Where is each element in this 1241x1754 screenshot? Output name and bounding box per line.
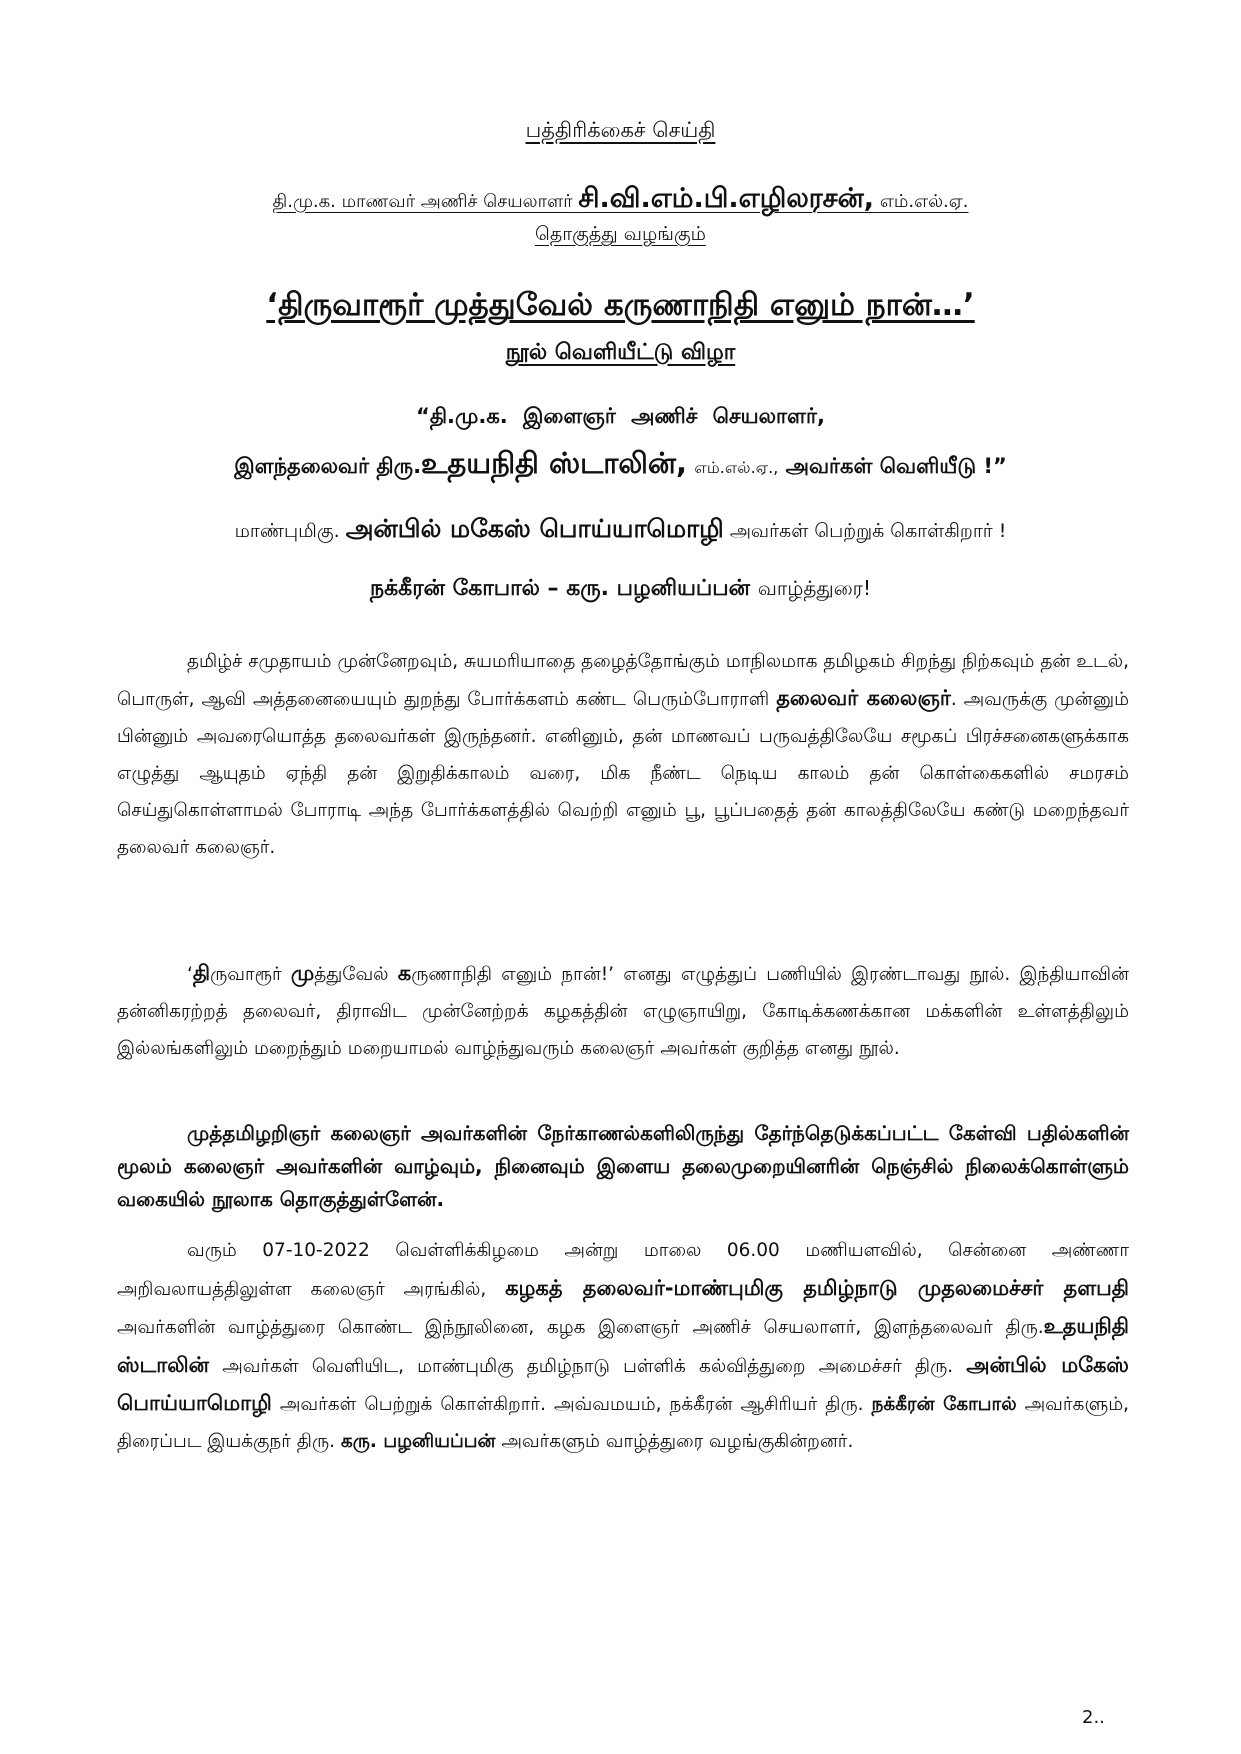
paragraph-2 xyxy=(117,955,1129,1067)
para4-bold-h: நக்கீரன் கோபால் xyxy=(871,1394,1017,1415)
para2-bold-5: க xyxy=(397,961,412,985)
release-prefix: இளந்தலைவர் திரு. xyxy=(234,454,422,478)
release-quote-line-1: “தி.மு.க. இளைஞர் அணிச் செயலாளர், xyxy=(416,404,825,428)
receive-name: அன்பில் மகேஸ் பொய்யாமொழி xyxy=(345,514,724,543)
para2-text-4: த்துவேல் xyxy=(314,964,389,985)
receive-prefix: மாண்புமிகு. xyxy=(234,520,340,542)
organizer-name: சி.வி.எம்.பி.எழிலரசன், xyxy=(578,183,875,214)
release-title: எம்.எல்.ஏ., xyxy=(694,458,779,477)
book-subtitle: நூல் வெளியீட்டு விழா xyxy=(505,340,736,365)
organizer-line-2: தொகுத்து வழங்கும் xyxy=(535,223,706,245)
para1-text-c: . அவருக்கு முன்னும் பின்னும் அவரையொத்த தலைவர்கள் இருந்தனர். எனினும், தன் மாணவப் பருவத்திலேயே சமூகப் பிரச்சனைகளுக்காக எழுத்து ஆயுதம் ஏந்தி தன் இறுதிக்காலம் வரை, மிக நீண்ட நெடிய காலம் தன் கொள்கைகளில் சமரசம் செய்துகொள்ளாமல் போராடி அந்த போர்க்களத்தில் வெற்றி எனும் பூ, பூப்பதைத் தன் காலத்திலேயே கண்டு மறைந்தவர் தலைவர் கலைஞர். xyxy=(117,689,1129,858)
para1-bold: தலைவர் கலைஞர் xyxy=(776,686,951,710)
release-quote-line-2 xyxy=(110,446,1131,484)
release-suffix: அவர்கள் வெளியீடு !” xyxy=(785,454,1007,478)
para1-text-a: தமிழ்ச் சமுதாயம் முன்னேறவும், சுயமரியாதை தழைத்தோங்கும் மாநிலமாக தமிழகம் சிறந்து நிற்கவும் தன் உடல், பொருள், ஆவி அத்தனையையும் துறந்து போர்க்களம் கண்ட பெரும்போராளி xyxy=(117,651,1129,710)
para4-text-g: அவர்கள் பெற்றுக் கொள்கிறார். அவ்வமயம், நக்கீரன் ஆசிரியர் திரு. xyxy=(279,1394,864,1415)
para2-bold-3: மு xyxy=(290,961,315,985)
para2-text-6: ருணாநிதி எனும் நான்!’ எனது எழுத்துப் பணியில் இரண்டாவது நூல். இந்தியாவின் தன்னிகரற்றத் தலைவர், திராவிட முன்னேற்றக் கழகத்தின் எழுஞாயிறு, கோடிக்கணக்கான மக்களின் உள்ளத்திலும் இல்லங்களிலும் மறைந்தும் மறையாமல் வாழ்ந்துவரும் கலைஞர் அவர்கள் குறித்த எனது நூல். xyxy=(117,964,1129,1059)
para2-text-2: ருவாரூர் xyxy=(210,964,282,985)
para4-bold-b: கழகத் தலைவர்-மாண்புமிகு தமிழ்நாடு முதலமைச்சர் தளபதி xyxy=(505,1275,1129,1300)
paragraph-3: முத்தமிழறிஞர் கலைஞர் அவர்களின் நேர்காணல்களிலிருந்து தேர்ந்தெடுக்கப்பட்ட கேள்வி பதில்களின் மூலம் கலைஞர் அவர்களின் வாழ்வும், நினைவும் இளைய தலைமுறையினரின் நெஞ்சில் நிலைக்கொள்ளும் வகையில் நூலாக தொகுத்துள்ளேன். xyxy=(117,1121,1129,1211)
paragraph-4 xyxy=(117,1233,1129,1460)
release-comma: , xyxy=(676,446,688,480)
para4-text-i: அவர்களும், திரைப்பட இயக்குநர் திரு. xyxy=(117,1394,1129,1452)
receive-suffix: அவர்கள் பெற்றுக் கொள்கிறார் ! xyxy=(729,520,1007,542)
para4-text-a: வரும் 07-10-2022 வெள்ளிக்கிழமை அன்று மாலை 06.00 மணியளவில், சென்னை அண்ணா அறிவலாயத்திலுள்ள கலைஞர் அரங்கில், xyxy=(117,1240,1129,1300)
para4-bold-f: அன்பில் மகேஸ் பொய்யாமொழி xyxy=(117,1352,1129,1415)
page-number: 2.. xyxy=(1082,1707,1105,1728)
para4-bold-d: உதயநிதி ஸ்டாலின் xyxy=(117,1314,1129,1377)
organizer-role: தி.மு.க. மாணவர் அணிச் செயலாளர் xyxy=(272,191,573,212)
paragraph-1 xyxy=(117,643,1129,866)
receive-line xyxy=(110,514,1131,547)
para4-text-c: அவர்களின் வாழ்த்துரை கொண்ட இந்நூலினை, கழக இளைஞர் அணிச் செயலாளர், இளந்தலைவர் திரு. xyxy=(117,1317,1044,1338)
wishes-names: நக்கீரன் கோபால் – கரு. பழனியப்பன் xyxy=(369,576,751,601)
wishes-line xyxy=(110,576,1131,604)
release-name: உதயநிதி ஸ்டாலின் xyxy=(421,446,677,480)
para4-text-e: அவர்கள் வெளியிட, மாண்புமிகு தமிழ்நாடு பள்ளிக் கல்வித்துறை அமைச்சர் திரு. xyxy=(222,1355,954,1377)
para2-bold-1: தி xyxy=(192,961,211,985)
organizer-title: எம்.எல்.ஏ. xyxy=(879,191,969,212)
para2-quote: ‘ xyxy=(187,964,193,985)
document-heading: பத்திரிக்கைச் செய்தி xyxy=(525,118,716,142)
book-title: ‘திருவாரூர் முத்துவேல் கருணாநிதி எனும் நான்…’ xyxy=(266,287,975,323)
para4-text-k: அவர்களும் வாழ்த்துரை வழங்குகின்றனர். xyxy=(501,1430,854,1452)
organizer-line xyxy=(110,183,1131,218)
para4-bold-j: கரு. பழனியப்பன் xyxy=(340,1430,496,1452)
wishes-suffix: வாழ்த்துரை! xyxy=(757,576,872,600)
